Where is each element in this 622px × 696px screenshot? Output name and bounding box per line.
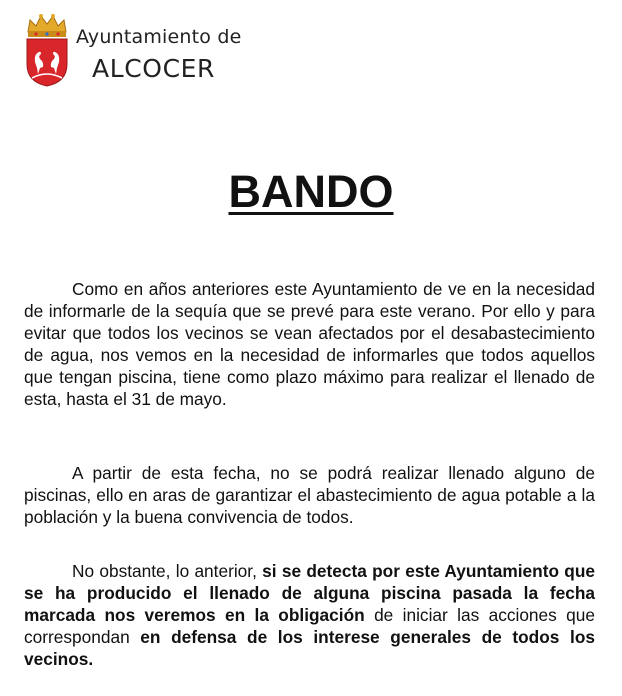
- paragraph-2: [24, 462, 595, 528]
- coat-of-arms-icon: [24, 12, 70, 88]
- paragraph-1-text: Como en años anteriores este Ayuntamiento de ve en la necesidad de informarle de la sequía que se prevé para este verano. Por ello y para evitar que todos los vecinos se vean afectados por el desabastecimiento de agua, nos vemos en la necesidad de informarles que todos aquellos que tengan piscina, tiene como plazo máximo para realizar el llenado de esta, hasta el 31 de mayo.: [24, 279, 595, 409]
- paragraph-3: [24, 560, 595, 670]
- letterhead: [24, 12, 284, 92]
- organization-name: Ayuntamiento de: [76, 26, 242, 48]
- municipality-name: ALCOCER: [92, 54, 215, 83]
- paragraph-3-bold-text: si se detecta por este Ayuntamiento que se ha producido el llenado de alguna piscina pasada la fecha marcada nos veremos en la obligación: [24, 561, 595, 625]
- document-title: BANDO: [228, 166, 394, 217]
- paragraph-3-text: de iniciar las acciones que correspondan: [24, 605, 595, 647]
- paragraph-1: [24, 278, 595, 410]
- paragraph-2-text: A partir de esta fecha, no se podrá realizar llenado alguno de piscinas, ello en aras de garantizar el abastecimiento de agua potable a la población y la buena convivencia de todos.: [24, 463, 595, 527]
- paragraph-3-bold-text: en defensa de los interese generales de todos los vecinos.: [24, 627, 595, 669]
- paragraph-3-text: No obstante, lo anterior,: [72, 561, 263, 581]
